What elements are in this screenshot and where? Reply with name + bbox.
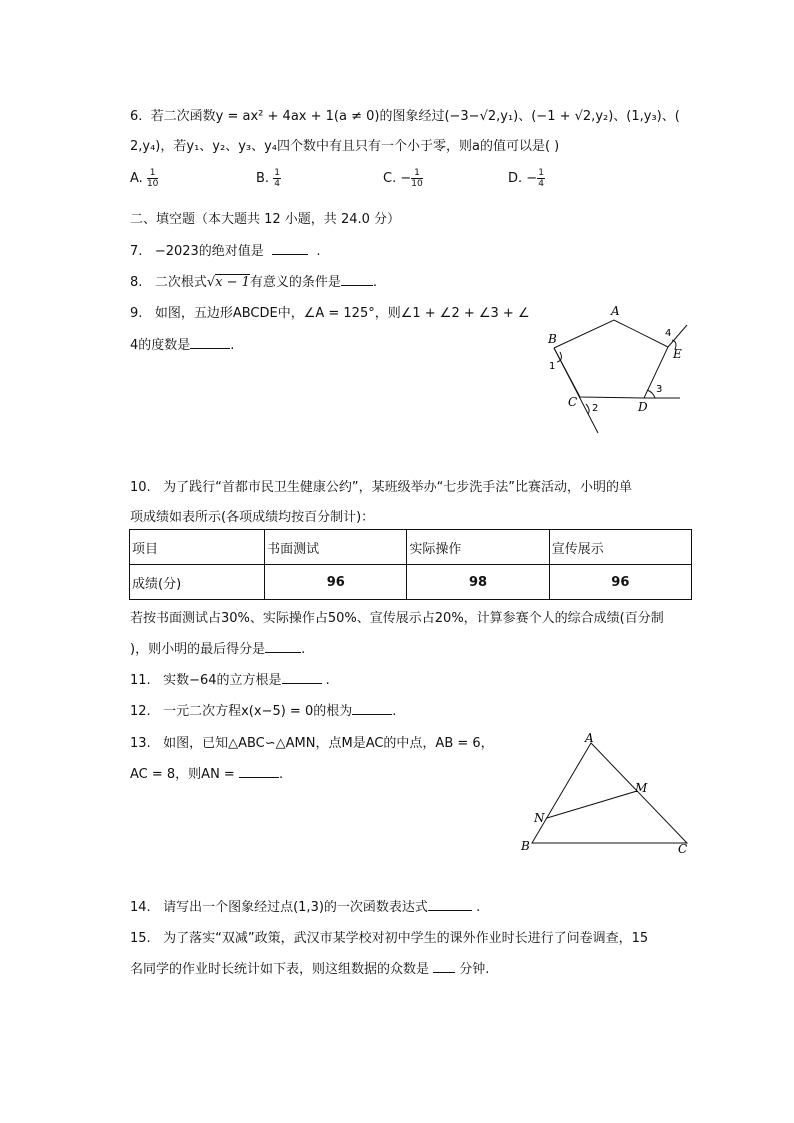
numerator: 1 (411, 168, 422, 179)
option-fraction (411, 168, 422, 189)
q12 (130, 700, 396, 719)
table-cell: 98 (407, 565, 549, 600)
q8-text-post: 有意义的条件是 (249, 275, 341, 290)
option-fraction (273, 168, 281, 189)
period: . (476, 900, 481, 915)
answer-blank[interactable] (265, 640, 301, 653)
table-header-cell: 宣传展示 (549, 530, 691, 565)
question-number: 15. (130, 931, 151, 946)
denominator: 10 (146, 179, 159, 189)
q9-line1 (130, 302, 530, 321)
answer-blank[interactable] (428, 898, 472, 911)
q15-line2 (130, 958, 489, 977)
question-number: 14. (130, 900, 151, 915)
radicand: x − 1 (215, 275, 250, 290)
option-c[interactable] (383, 168, 423, 189)
q13-text: 如图，已知△ABC∽△AMN，点M是AC的中点，AB = 6， (163, 736, 494, 751)
q6-stem-cont: 2,y₄)，若y₁、y₂、y₃、y₄四个数中有且只有一个小于零，则a的值可以是( ) (130, 139, 560, 154)
label-E: E (673, 347, 682, 361)
answer-blank[interactable] (282, 671, 322, 684)
option-a[interactable] (130, 168, 158, 189)
q7-text: −2023的绝对值是 (154, 244, 264, 259)
period: . (278, 767, 284, 782)
option-label: C. (383, 171, 397, 186)
q11-text: 实数−64的立方根是 (163, 673, 282, 688)
q10-line3: 若按书面测试占30%、实际操作占50%、宣传展示占20%，计算参赛个人的综合成绩(百分制 (130, 611, 664, 626)
option-sign: − (526, 171, 538, 186)
q15-text: 为了落实“双减”政策，武汉市某学校对初中学生的课外作业时长进行了问卷调查，15 (163, 931, 649, 946)
label-C: C (568, 395, 578, 409)
period: . (230, 338, 235, 353)
question-number: 7. (130, 244, 143, 259)
table-header-cell: 项目 (130, 530, 265, 565)
question-number: 6. (130, 109, 143, 124)
q14-text: 请写出一个图象经过点(1,3)的一次函数表达式 (163, 900, 428, 915)
q9-line2 (130, 334, 234, 353)
q10-text-end: )，则小明的最后得分是 (130, 642, 266, 657)
pentagon-figure (520, 300, 700, 440)
question-number: 9. (130, 306, 143, 321)
option-fraction (147, 168, 158, 189)
numerator: 1 (538, 168, 544, 178)
label-N: N (534, 811, 545, 825)
q10-line4 (130, 638, 305, 657)
q9-text: 如图，五边形ABCDE中，∠A = 125°，则∠1 + ∠2 + ∠3 + ∠ (154, 306, 530, 321)
label-B: B (548, 332, 557, 346)
q6-stem: 若二次函数y = ax² + 4ax + 1(a ≠ 0)的图象经过(−3−√2,y₁)、(−1 + √2,y₂)、(1,y₃)、( (150, 109, 680, 124)
q8-text: 二次根式 (154, 275, 207, 290)
q10-line2: 项成绩如表所示(各项成绩均按百分制计)： (130, 510, 375, 525)
table-row (130, 565, 692, 600)
denominator: 4 (274, 179, 280, 189)
table-cell: 96 (549, 565, 691, 600)
angle-label-1: 1 (549, 361, 556, 372)
answer-blank[interactable] (239, 765, 279, 778)
q15-line1 (130, 927, 648, 946)
q12-text: 一元二次方程x(x−5) = 0的根为 (163, 704, 353, 719)
q13-line2 (130, 763, 283, 782)
q14 (130, 896, 480, 915)
table-header-row (130, 530, 692, 565)
option-b[interactable] (256, 168, 281, 189)
angle-label-3: 3 (656, 384, 663, 395)
q10-line1 (130, 476, 632, 495)
q7 (130, 240, 320, 259)
numerator: 1 (274, 168, 280, 178)
question-number: 13. (130, 736, 151, 751)
q6-line1 (130, 105, 680, 124)
q15-text-end: 分钟. (459, 962, 490, 977)
q13-line1 (130, 732, 494, 751)
label-C: C (678, 842, 688, 856)
answer-blank[interactable] (190, 336, 230, 349)
pentagon-shape (554, 320, 668, 398)
angle-label-2: 2 (592, 403, 599, 414)
q8 (130, 271, 377, 290)
triangle-abc (532, 743, 687, 843)
period: . (372, 275, 378, 290)
option-fraction (537, 168, 545, 189)
answer-blank[interactable] (341, 273, 373, 286)
table-header-cell: 书面测试 (265, 530, 407, 565)
table-cell: 成绩(分) (130, 565, 265, 600)
question-number: 11. (130, 673, 151, 688)
q6-line2 (130, 135, 559, 154)
label-D: D (638, 400, 648, 414)
option-d[interactable] (508, 168, 545, 189)
angle-arc-3 (647, 390, 655, 398)
period: . (316, 244, 321, 259)
q13-text-cont: AC = 8，则AN = (130, 767, 235, 782)
answer-blank[interactable] (433, 960, 455, 973)
option-label: B. (256, 171, 270, 186)
option-label: D. (508, 171, 523, 186)
label-A: A (611, 304, 620, 318)
numerator: 1 (147, 168, 158, 179)
q11 (130, 669, 330, 688)
label-A: A (585, 731, 594, 745)
q15-text-cont: 名同学的作业时长统计如下表，则这组数据的众数是 (130, 962, 430, 977)
period: . (301, 642, 306, 657)
question-number: 12. (130, 704, 151, 719)
denominator: 4 (538, 179, 544, 189)
sqrt-icon: √ (206, 275, 216, 290)
denominator: 10 (411, 179, 423, 189)
option-sign: − (400, 171, 412, 186)
answer-blank[interactable] (352, 702, 392, 715)
period: . (392, 704, 397, 719)
q9-text-cont: 4的度数是 (130, 338, 191, 353)
table-cell: 96 (265, 565, 407, 600)
period: . (325, 673, 330, 688)
triangle-figure (515, 730, 700, 860)
score-table (129, 529, 692, 600)
answer-blank[interactable] (272, 242, 308, 255)
label-M: M (635, 781, 648, 795)
label-B: B (521, 839, 530, 853)
question-number: 10. (130, 480, 151, 495)
question-number: 8. (130, 275, 143, 290)
q10-text: 为了践行“首都市民卫生健康公约”，某班级举办“七步洗手法”比赛活动，小明的单 (163, 480, 633, 495)
extension-line-bc (554, 348, 598, 433)
option-label: A. (130, 171, 143, 186)
table-header-cell: 实际操作 (407, 530, 549, 565)
section-heading: 二、填空题（本大题共 12 小题，共 24.0 分） (130, 212, 401, 227)
angle-label-4: 4 (665, 328, 672, 339)
